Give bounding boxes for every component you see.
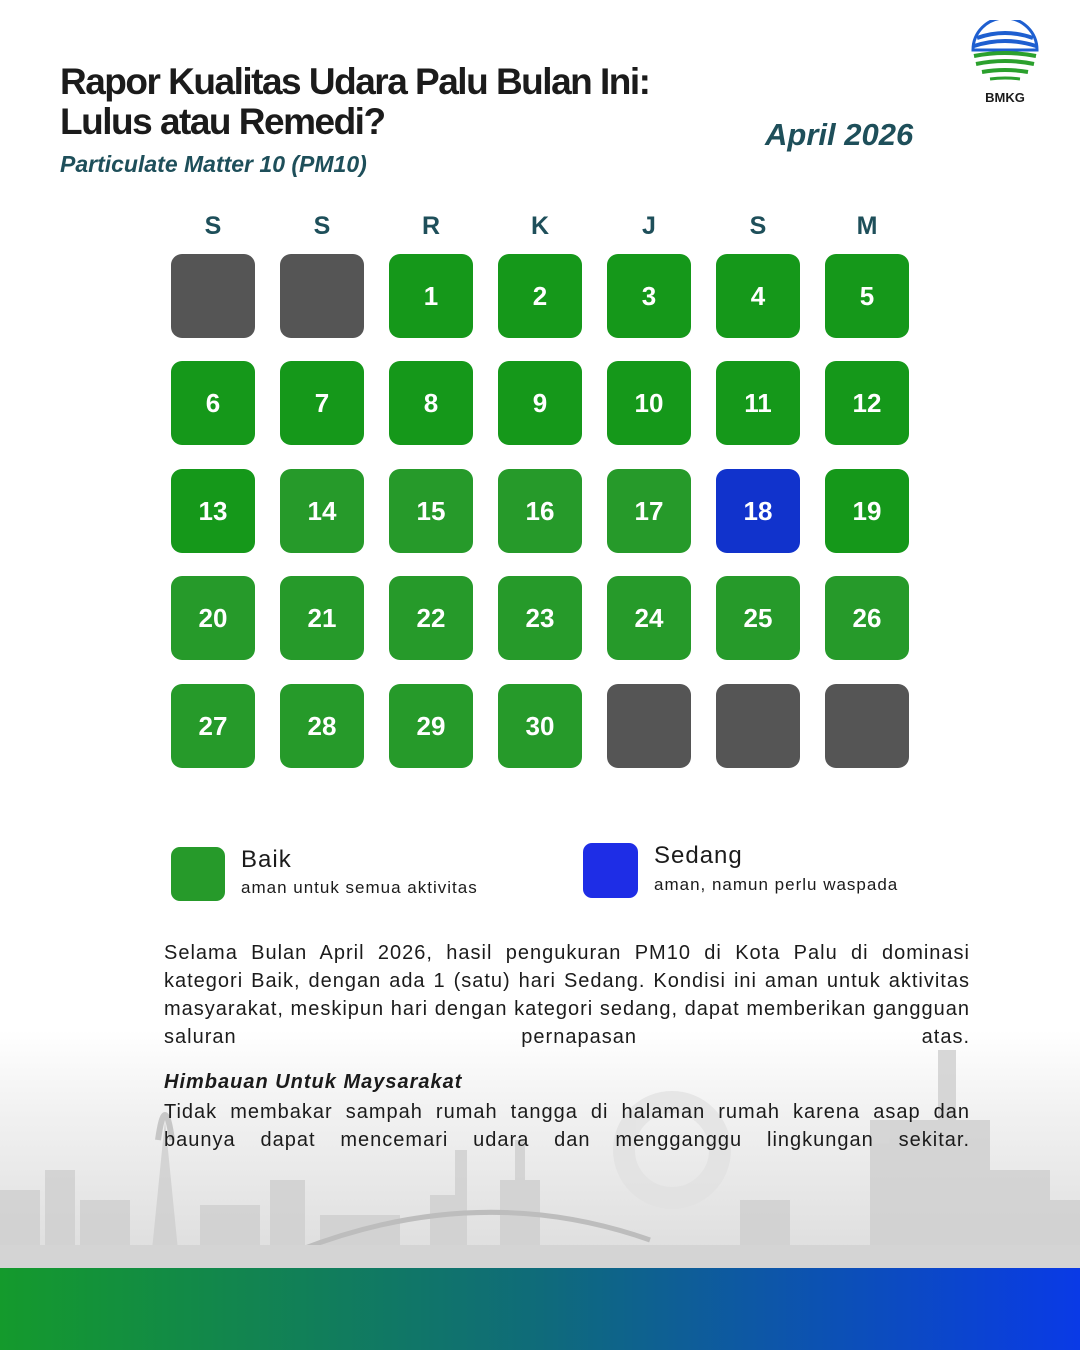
legend-baik-title: Baik [241, 846, 292, 873]
calendar-day-25: 25 [716, 576, 800, 660]
calendar-day-2: 2 [498, 254, 582, 338]
calendar-day-12: 12 [825, 361, 909, 445]
calendar-day-4: 4 [716, 254, 800, 338]
calendar-day-7: 7 [280, 361, 364, 445]
calendar-day-14: 14 [280, 469, 364, 553]
summary-paragraph: Selama Bulan April 2026, hasil pengukuran PM10 di Kota Palu di dominasi kategori Baik, dengan ada 1 (satu) hari Sedang. Kondisi ini aman untuk aktivitas masyarakat, meskipun hari dengan kategori sedang, dapat memberikan gangguan saluran pernapasan atas. [164, 942, 970, 1048]
calendar-day-empty [280, 254, 364, 338]
calendar-day-8: 8 [389, 361, 473, 445]
calendar-day-19: 19 [825, 469, 909, 553]
weekday-label: R [421, 212, 441, 240]
weekday-label: S [313, 212, 331, 240]
page-title [60, 62, 650, 142]
calendar-day-22: 22 [389, 576, 473, 660]
calendar-day-30: 30 [498, 684, 582, 768]
calendar-day-15: 15 [389, 469, 473, 553]
advice-heading: Himbauan Untuk Maysarakat [164, 1071, 463, 1093]
advice-paragraph: Tidak membakar sampah rumah tangga di halaman rumah karena asap dan baunya dapat mencemari udara dan mengganggu lingkungan sekitar. [164, 1101, 970, 1151]
weekday-label: J [642, 212, 656, 240]
calendar-day-17: 17 [607, 469, 691, 553]
weekday-label: K [530, 212, 550, 240]
calendar-day-18: 18 [716, 469, 800, 553]
footer-gradient-bar [0, 1268, 1080, 1350]
calendar-day-27: 27 [171, 684, 255, 768]
weekday-label: S [749, 212, 767, 240]
calendar-day-10: 10 [607, 361, 691, 445]
calendar-day-13: 13 [171, 469, 255, 553]
calendar-day-1: 1 [389, 254, 473, 338]
legend-baik-desc: aman untuk semua aktivitas [241, 878, 478, 897]
calendar-day-5: 5 [825, 254, 909, 338]
month-label: April 2026 [765, 117, 914, 152]
calendar-day-empty [716, 684, 800, 768]
bmkg-logo [968, 20, 1042, 108]
calendar-day-9: 9 [498, 361, 582, 445]
title-line-2: Lulus atau Remedi? [60, 101, 385, 142]
calendar-day-empty [825, 684, 909, 768]
bmkg-logo-text: BMKG [985, 90, 1025, 105]
calendar-day-21: 21 [280, 576, 364, 660]
legend-swatch-sedang [583, 843, 638, 898]
calendar-day-20: 20 [171, 576, 255, 660]
calendar-day-23: 23 [498, 576, 582, 660]
legend-swatch-baik [171, 847, 225, 901]
calendar-day-empty [171, 254, 255, 338]
calendar-day-26: 26 [825, 576, 909, 660]
calendar-day-16: 16 [498, 469, 582, 553]
calendar-day-29: 29 [389, 684, 473, 768]
calendar-day-3: 3 [607, 254, 691, 338]
calendar-day-28: 28 [280, 684, 364, 768]
calendar-day-6: 6 [171, 361, 255, 445]
calendar-day-11: 11 [716, 361, 800, 445]
weekday-label: M [856, 212, 878, 240]
title-line-1: Rapor Kualitas Udara Palu Bulan Ini: [60, 61, 650, 102]
calendar-day-24: 24 [607, 576, 691, 660]
calendar-day-empty [607, 684, 691, 768]
pollutant-subtitle: Particulate Matter 10 (PM10) [60, 151, 367, 177]
weekday-label: S [204, 212, 222, 240]
legend-sedang-desc: aman, namun perlu waspada [654, 875, 899, 894]
bmkg-emblem-icon [968, 20, 1042, 86]
legend-sedang-title: Sedang [654, 842, 743, 869]
